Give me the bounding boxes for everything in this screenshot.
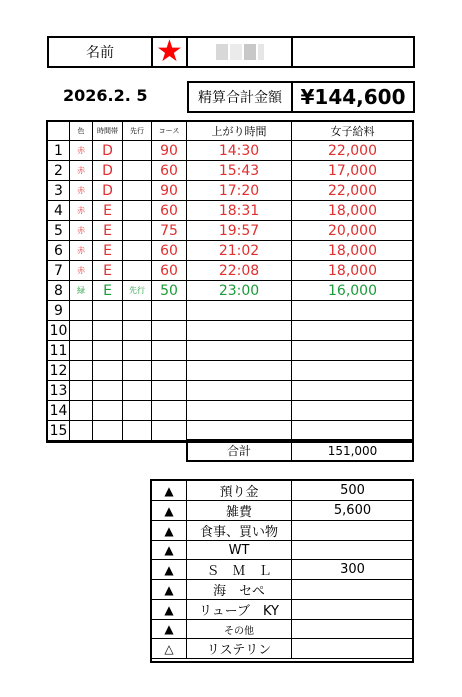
table-row <box>48 301 414 321</box>
row-pay: 18,000 <box>292 261 414 281</box>
row-time-slot <box>93 421 123 441</box>
row-end-time <box>187 401 292 421</box>
table-row <box>48 341 414 361</box>
row-color: 赤 <box>70 241 93 261</box>
row-color: 緑 <box>70 281 93 301</box>
row-pay: 18,000 <box>292 241 414 261</box>
expenses-table <box>151 480 414 659</box>
row-number: 3 <box>48 181 70 201</box>
row-course: 60 <box>152 241 187 261</box>
expense-label: Ｓ Ｍ Ｌ <box>187 560 292 580</box>
row-course <box>152 381 187 401</box>
row-color: 赤 <box>70 201 93 221</box>
row-pay: 16,000 <box>292 281 414 301</box>
row-time-slot <box>93 361 123 381</box>
row-pay <box>292 421 414 441</box>
table-row <box>48 221 414 241</box>
row-course <box>152 361 187 381</box>
name-row-table <box>47 36 415 68</box>
col-header-color: 色 <box>70 122 93 141</box>
expense-label: 食事、買い物 <box>187 521 292 541</box>
row-lead <box>123 141 152 161</box>
row-end-time: 23:00 <box>187 281 292 301</box>
col-header-no <box>48 122 70 141</box>
row-pay: 17,000 <box>292 161 414 181</box>
row-number: 11 <box>48 341 70 361</box>
row-course <box>152 301 187 321</box>
row-number: 9 <box>48 301 70 321</box>
row-number: 6 <box>48 241 70 261</box>
row-time-slot: D <box>93 181 123 201</box>
row-color: 赤 <box>70 221 93 241</box>
row-number: 5 <box>48 221 70 241</box>
row-lead <box>123 301 152 321</box>
name-label: 名前 <box>48 37 152 67</box>
triangle-outline-icon: △ <box>152 639 187 659</box>
row-color <box>70 421 93 441</box>
total-value: 151,000 <box>292 441 414 461</box>
expense-label: 海 セペ <box>187 580 292 600</box>
row-color: 赤 <box>70 141 93 161</box>
expense-label: リューブ KY <box>187 600 292 620</box>
row-pay <box>292 361 414 381</box>
row-color: 赤 <box>70 181 93 201</box>
table-row <box>48 261 414 281</box>
row-color <box>70 381 93 401</box>
row-number: 8 <box>48 281 70 301</box>
expense-row <box>152 481 414 501</box>
table-row <box>48 181 414 201</box>
row-time-slot: E <box>93 241 123 261</box>
row-lead <box>123 401 152 421</box>
expense-row <box>152 541 414 560</box>
row-lead <box>123 341 152 361</box>
row-number: 1 <box>48 141 70 161</box>
col-header-lead: 先行 <box>123 122 152 141</box>
row-course <box>152 401 187 421</box>
row-time-slot: E <box>93 281 123 301</box>
row-course <box>152 341 187 361</box>
row-pay: 22,000 <box>292 141 414 161</box>
col-header-slot: 時間帯 <box>93 122 123 141</box>
table-header-row <box>48 122 414 141</box>
triangle-icon: ▲ <box>152 600 187 620</box>
row-end-time: 22:08 <box>187 261 292 281</box>
expense-row <box>152 600 414 620</box>
row-end-time <box>187 361 292 381</box>
row-lead <box>123 361 152 381</box>
total-label: 合計 <box>187 441 292 461</box>
expense-value: 500 <box>292 481 414 501</box>
expense-row <box>152 521 414 541</box>
row-lead <box>123 421 152 441</box>
date-label: 2026.2. 5 <box>63 86 148 105</box>
col-header-course: コース <box>152 122 187 141</box>
row-color: 赤 <box>70 161 93 181</box>
triangle-icon: ▲ <box>152 541 187 560</box>
row-time-slot: E <box>93 261 123 281</box>
row-time-slot: E <box>93 221 123 241</box>
expense-value <box>292 521 414 541</box>
row-end-time: 21:02 <box>187 241 292 261</box>
expense-value <box>292 541 414 560</box>
row-end-time <box>187 301 292 321</box>
row-pay <box>292 401 414 421</box>
expense-row <box>152 580 414 600</box>
row-lead <box>123 381 152 401</box>
row-color <box>70 341 93 361</box>
triangle-icon: ▲ <box>152 620 187 639</box>
expense-row <box>152 639 414 659</box>
row-course: 90 <box>152 181 187 201</box>
row-course: 60 <box>152 201 187 221</box>
row-number: 4 <box>48 201 70 221</box>
redacted-name <box>187 37 292 67</box>
row-time-slot: D <box>93 141 123 161</box>
row-course: 50 <box>152 281 187 301</box>
row-course <box>152 321 187 341</box>
row-time-slot <box>93 401 123 421</box>
row-lead <box>123 161 152 181</box>
row-number: 7 <box>48 261 70 281</box>
name-extra-cell <box>292 37 414 67</box>
row-end-time: 15:43 <box>187 161 292 181</box>
table-row <box>48 281 414 301</box>
row-lead <box>123 221 152 241</box>
table-row <box>48 161 414 181</box>
table-row <box>48 201 414 221</box>
row-number: 2 <box>48 161 70 181</box>
expense-value <box>292 580 414 600</box>
settlement-label: 精算合計金額 <box>188 82 292 112</box>
expense-label: 雑費 <box>187 501 292 521</box>
table-row <box>48 241 414 261</box>
table-row <box>48 381 414 401</box>
row-time-slot <box>93 301 123 321</box>
triangle-icon: ▲ <box>152 560 187 580</box>
row-lead <box>123 321 152 341</box>
row-course: 60 <box>152 161 187 181</box>
row-end-time <box>187 381 292 401</box>
session-table <box>47 121 414 461</box>
row-end-time: 17:20 <box>187 181 292 201</box>
expense-label: WT <box>187 541 292 560</box>
row-pay: 20,000 <box>292 221 414 241</box>
row-number: 10 <box>48 321 70 341</box>
settlement-table <box>187 81 415 113</box>
row-color <box>70 301 93 321</box>
row-pay <box>292 381 414 401</box>
table-row <box>48 141 414 161</box>
triangle-icon: ▲ <box>152 501 187 521</box>
row-time-slot: D <box>93 161 123 181</box>
row-pay: 22,000 <box>292 181 414 201</box>
row-number: 13 <box>48 381 70 401</box>
row-course: 60 <box>152 261 187 281</box>
row-color <box>70 361 93 381</box>
row-time-slot: E <box>93 201 123 221</box>
triangle-icon: ▲ <box>152 481 187 501</box>
expense-value: 5,600 <box>292 501 414 521</box>
expense-value <box>292 600 414 620</box>
row-lead: 先行 <box>123 281 152 301</box>
star-icon: ★ <box>152 37 187 67</box>
triangle-icon: ▲ <box>152 521 187 541</box>
row-end-time <box>187 321 292 341</box>
row-time-slot <box>93 321 123 341</box>
expense-label: 預り金 <box>187 481 292 501</box>
col-header-pay: 女子給料 <box>292 122 414 141</box>
row-pay <box>292 301 414 321</box>
row-end-time <box>187 341 292 361</box>
expense-value <box>292 639 414 659</box>
triangle-icon: ▲ <box>152 580 187 600</box>
row-pay: 18,000 <box>292 201 414 221</box>
row-lead <box>123 241 152 261</box>
table-row <box>48 361 414 381</box>
row-time-slot <box>93 341 123 361</box>
expense-value: 300 <box>292 560 414 580</box>
row-pay <box>292 341 414 361</box>
expense-label: リステリン <box>187 639 292 659</box>
expense-row <box>152 620 414 639</box>
expense-value <box>292 620 414 639</box>
row-lead <box>123 181 152 201</box>
row-number: 15 <box>48 421 70 441</box>
row-lead <box>123 261 152 281</box>
row-color <box>70 401 93 421</box>
table-row <box>48 421 414 441</box>
row-course: 75 <box>152 221 187 241</box>
expense-label: その他 <box>187 620 292 639</box>
row-course <box>152 421 187 441</box>
settlement-amount: ¥144,600 <box>292 82 414 112</box>
row-lead <box>123 201 152 221</box>
row-pay <box>292 321 414 341</box>
row-time-slot <box>93 381 123 401</box>
row-end-time: 14:30 <box>187 141 292 161</box>
row-number: 12 <box>48 361 70 381</box>
row-color <box>70 321 93 341</box>
table-row <box>48 401 414 421</box>
total-row <box>48 441 414 461</box>
row-end-time: 19:57 <box>187 221 292 241</box>
row-color: 赤 <box>70 261 93 281</box>
row-end-time <box>187 421 292 441</box>
table-row <box>48 321 414 341</box>
row-end-time: 18:31 <box>187 201 292 221</box>
expense-row <box>152 560 414 580</box>
row-course: 90 <box>152 141 187 161</box>
expense-row <box>152 501 414 521</box>
col-header-end-time: 上がり時間 <box>187 122 292 141</box>
row-number: 14 <box>48 401 70 421</box>
